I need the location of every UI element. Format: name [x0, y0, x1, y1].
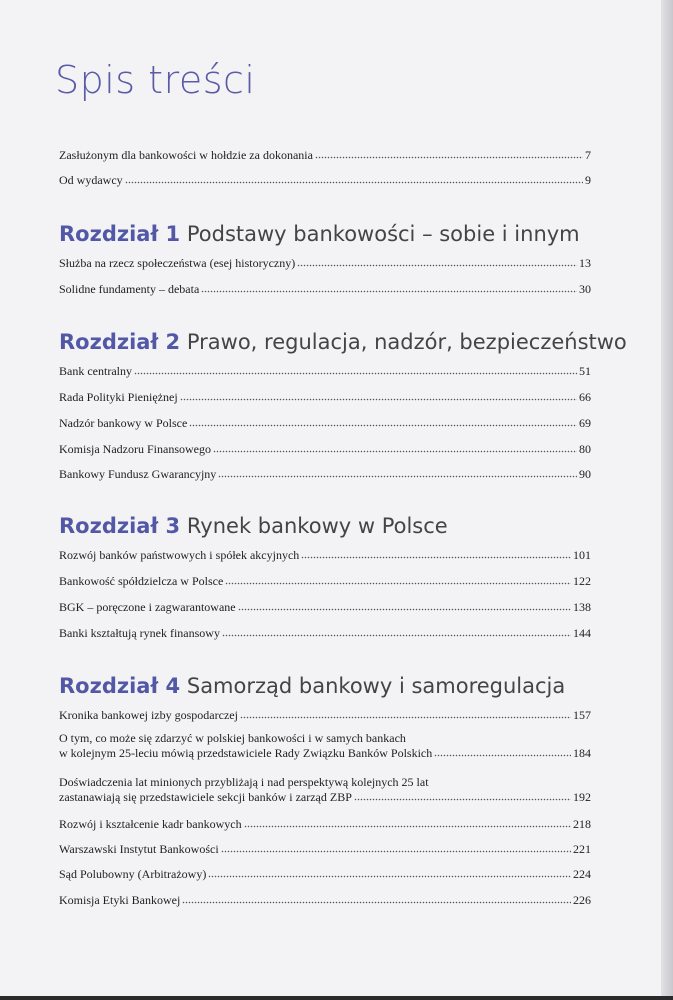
toc-entry-label: Od wydawcy — [59, 173, 123, 187]
chapter-title: Podstawy bankowości – sobie i innym — [186, 222, 580, 246]
toc-entry-label: Komisja Nadzoru Finansowego — [59, 442, 211, 456]
toc-entry-label: Nadzór bankowy w Polsce — [59, 416, 188, 430]
chapter-title: Rynek bankowy w Polsce — [186, 514, 448, 538]
toc-leader — [180, 392, 577, 401]
toc-entry-multiline[interactable] — [59, 730, 591, 760]
toc-entry-label: Rozwój banków państwowych i spółek akcyjnych — [59, 548, 300, 562]
toc-leader — [297, 258, 577, 267]
chapter-number: Rozdział 3 — [59, 514, 181, 538]
toc-leader — [182, 895, 571, 904]
toc-entry-label: Bankowy Fundusz Gwarancyjny — [59, 467, 217, 481]
toc-entry-intro-1[interactable] — [59, 148, 591, 162]
toc-leader — [208, 869, 571, 878]
toc-entry[interactable] — [59, 364, 591, 378]
toc-entry[interactable] — [59, 548, 591, 562]
toc-entry-label: Komisja Etyki Bankowej — [59, 893, 181, 907]
toc-entry-label: Bankowość spółdzielcza w Polsce — [59, 574, 224, 588]
chapter-1-heading — [59, 222, 580, 246]
toc-entry-label: Bank centralny — [59, 364, 132, 378]
toc-entry[interactable] — [59, 416, 591, 430]
toc-entry[interactable] — [59, 842, 591, 856]
toc-leader — [238, 602, 571, 611]
toc-entry-first-line: Doświadczenia lat minionych przybliżają i nad perspektywą kolejnych 25 lat — [59, 775, 429, 789]
toc-entry-label: Rada Polityki Pieniężnej — [59, 390, 178, 404]
toc-leader — [354, 792, 571, 801]
toc-entry[interactable] — [59, 867, 591, 881]
toc-entry-label: Warszawski Instytut Bankowości — [59, 842, 219, 856]
toc-page-number: 101 — [573, 548, 591, 562]
chapter-number: Rozdział 4 — [59, 674, 181, 698]
toc-page-number: 66 — [579, 390, 591, 404]
toc-leader — [301, 550, 571, 559]
chapter-number: Rozdział 1 — [59, 222, 181, 246]
toc-page-number: 80 — [579, 442, 591, 456]
toc-leader — [315, 150, 583, 159]
toc-leader — [201, 284, 577, 293]
toc-leader — [222, 628, 571, 637]
toc-entry-label: Służba na rzecz społeczeństwa (esej historyczny) — [59, 256, 296, 270]
toc-entry[interactable] — [59, 600, 591, 614]
toc-entry[interactable] — [59, 626, 591, 640]
toc-page-number: 51 — [579, 364, 591, 378]
toc-page-number: 13 — [579, 256, 591, 270]
chapter-2-heading — [59, 330, 627, 354]
toc-page-number: 157 — [573, 708, 591, 722]
toc-entry[interactable] — [59, 390, 591, 404]
toc-entry-intro-2[interactable] — [59, 173, 591, 187]
toc-page-number: 90 — [579, 467, 591, 481]
toc-entry[interactable] — [59, 282, 591, 296]
toc-page-number: 9 — [585, 173, 591, 187]
toc-leader — [434, 748, 571, 757]
toc-entry-label: BGK – poręczone i zagwarantowane — [59, 600, 236, 614]
toc-leader — [213, 444, 577, 453]
toc-page-number: 224 — [573, 867, 591, 881]
toc-entry-label: Zasłużonym dla bankowości w hołdzie za dokonania — [59, 148, 313, 162]
toc-entry[interactable] — [59, 574, 591, 588]
toc-entry-first-line: O tym, co może się zdarzyć w polskiej bankowości i w samych bankach — [59, 731, 406, 745]
toc-entry[interactable] — [59, 893, 591, 907]
toc-entry-multiline[interactable] — [59, 774, 591, 804]
toc-entry-label: Banki kształtują rynek finansowy — [59, 626, 220, 640]
toc-entry[interactable] — [59, 256, 591, 270]
toc-leader — [134, 366, 577, 375]
page-title: Spis treści — [55, 58, 256, 102]
toc-entry-label: Sąd Polubowny (Arbitrażowy) — [59, 867, 207, 881]
chapter-4-heading — [59, 674, 565, 698]
toc-entry[interactable] — [59, 817, 591, 831]
chapter-title: Samorząd bankowy i samoregulacja — [186, 674, 566, 698]
page-edge — [661, 0, 673, 1000]
toc-leader — [125, 175, 583, 184]
chapter-title: Prawo, regulacja, nadzór, bezpieczeństwo — [186, 330, 627, 354]
toc-entry-label: Kronika bankowej izby gospodarczej — [59, 708, 238, 722]
toc-entry-label: w kolejnym 25-leciu mówią przedstawiciele Rady Związku Banków Polskich — [59, 746, 433, 760]
toc-entry-label: zastanawiają się przedstawiciele sekcji banków i zarząd ZBP — [59, 790, 352, 804]
toc-leader — [225, 576, 571, 585]
toc-page-number: 69 — [579, 416, 591, 430]
toc-leader — [189, 418, 577, 427]
chapter-number: Rozdział 2 — [59, 330, 181, 354]
toc-page-number: 184 — [573, 746, 591, 760]
toc-leader — [244, 819, 571, 828]
toc-page-number: 7 — [585, 148, 591, 162]
toc-leader — [221, 844, 571, 853]
toc-page-number: 226 — [573, 893, 591, 907]
toc-page-number: 122 — [573, 574, 591, 588]
toc-page-number: 192 — [573, 790, 591, 804]
toc-page-number: 30 — [579, 282, 591, 296]
toc-entry[interactable] — [59, 442, 591, 456]
toc-entry[interactable] — [59, 708, 591, 722]
toc-entry-label: Solidne fundamenty – debata — [59, 282, 200, 296]
toc-page-number: 221 — [573, 842, 591, 856]
toc-page-number: 218 — [573, 817, 591, 831]
toc-entry-label: Rozwój i kształcenie kadr bankowych — [59, 817, 242, 831]
toc-entry[interactable] — [59, 467, 591, 481]
toc-page-number: 138 — [573, 600, 591, 614]
toc-leader — [218, 469, 577, 478]
toc-page-number: 144 — [573, 626, 591, 640]
page-bottom-edge — [0, 996, 673, 1000]
chapter-3-heading — [59, 514, 448, 538]
toc-leader — [240, 710, 571, 719]
